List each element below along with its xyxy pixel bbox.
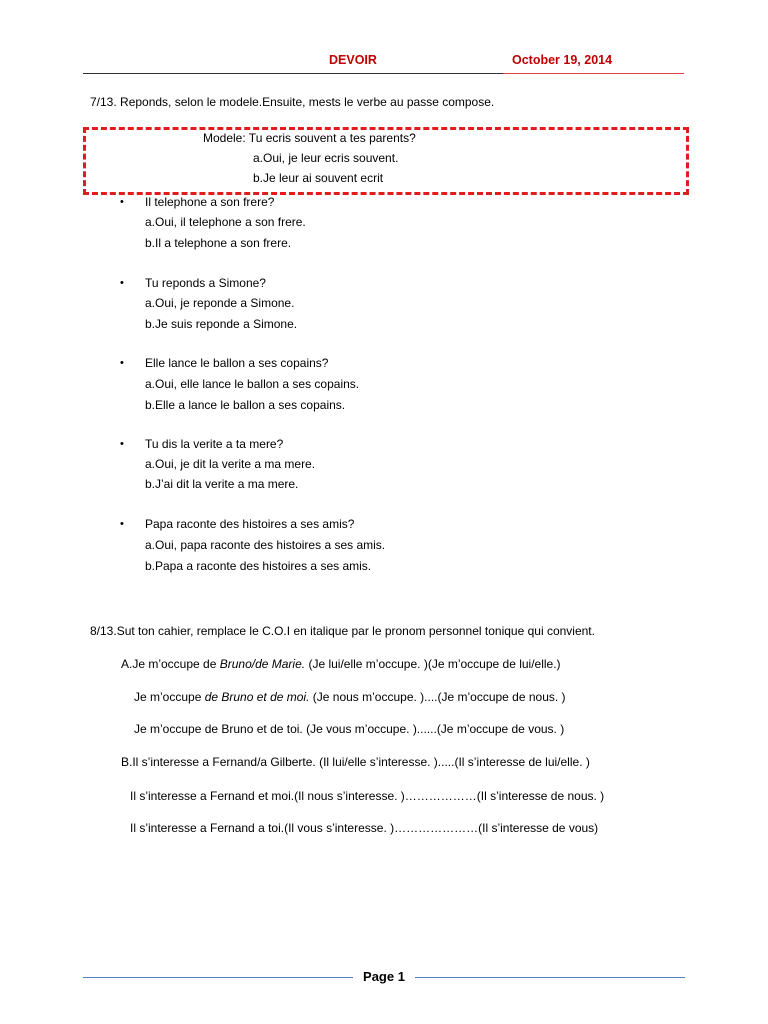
ex8-line-6: Il s’interesse a Fernand a toi.(Il vous s’interesse. )…………………(Il s’interesse de vous) bbox=[130, 821, 599, 835]
item-4-answer-b: b.J’ai dit la verite a ma mere. bbox=[145, 477, 299, 491]
item-5-answer-b: b.Papa a raconte des histoires a ses amis. bbox=[145, 559, 372, 573]
model-answer-b: b.Je leur ai souvent ecrit bbox=[253, 171, 384, 185]
item-2-question: Tu reponds a Simone? bbox=[145, 276, 266, 290]
ex8-instruction: 8/13.Sut ton cahier, remplace le C.O.I en italique par le pronom personnel tonique qui convient. bbox=[90, 624, 595, 638]
ex7-instruction: 7/13. Reponds, selon le modele.Ensuite, mests le verbe au passe compose. bbox=[90, 95, 495, 109]
item-2-answer-b: b.Je suis reponde a Simone. bbox=[145, 317, 298, 331]
document-title: DEVOIR bbox=[329, 53, 377, 67]
ex8-line-1-post: (Je lui/elle m’occupe. )(Je m’occupe de lui/elle.) bbox=[305, 657, 561, 671]
model-answer-a: a.Oui, je leur ecris souvent. bbox=[253, 151, 399, 165]
bullet-1: • bbox=[120, 196, 124, 208]
model-question: Modele: Tu ecris souvent a tes parents? bbox=[203, 131, 416, 145]
item-2-answer-a: a.Oui, je reponde a Simone. bbox=[145, 296, 295, 310]
item-3-question: Elle lance le ballon a ses copains? bbox=[145, 356, 329, 370]
item-5-answer-a: a.Oui, papa raconte des histoires a ses amis. bbox=[145, 538, 386, 552]
item-1-question: Il telephone a son frere? bbox=[145, 195, 275, 209]
bullet-2: • bbox=[120, 277, 124, 289]
document-date: October 19, 2014 bbox=[512, 53, 613, 67]
ex8-line-3: Je m’occupe de Bruno et de toi. (Je vous m’occupe. )......(Je m’occupe de vous. ) bbox=[134, 722, 565, 736]
item-4-question: Tu dis la verite a ta mere? bbox=[145, 437, 284, 451]
ex8-line-1-italic: Bruno/de Marie. bbox=[219, 657, 306, 671]
item-3-answer-a: a.Oui, elle lance le ballon a ses copains. bbox=[145, 377, 360, 391]
page-number: Page 1 bbox=[363, 969, 405, 984]
ex8-line-2 bbox=[134, 690, 566, 704]
item-1-answer-b: b.Il a telephone a son frere. bbox=[145, 236, 292, 250]
bullet-5: • bbox=[120, 518, 124, 530]
ex8-line-4: B.Il s’interesse a Fernand/a Gilberte. (Il lui/elle s’interesse. ).....(Il s’interesse de lui/elle. ) bbox=[121, 755, 590, 769]
ex8-line-2-post: (Je nous m’occupe. )....(Je m’occupe de nous. ) bbox=[309, 690, 566, 704]
bullet-4: • bbox=[120, 438, 124, 450]
item-4-answer-a: a.Oui, je dit la verite a ma mere. bbox=[145, 457, 316, 471]
ex8-line-1 bbox=[121, 657, 561, 671]
ex8-line-2-italic: de Bruno et de moi. bbox=[204, 690, 310, 704]
ex8-line-2-pre: Je m’occupe bbox=[134, 690, 205, 704]
ex8-line-1-pre: A.Je m’occupe de bbox=[121, 657, 220, 671]
item-3-answer-b: b.Elle a lance le ballon a ses copains. bbox=[145, 398, 346, 412]
item-5-question: Papa raconte des histoires a ses amis? bbox=[145, 517, 355, 531]
item-1-answer-a: a.Oui, il telephone a son frere. bbox=[145, 215, 306, 229]
bullet-3: • bbox=[120, 357, 124, 369]
ex8-line-5: Il s’interesse a Fernand et moi.(Il nous s’interesse. )………………(Il s’interesse de nous. ) bbox=[130, 789, 605, 803]
